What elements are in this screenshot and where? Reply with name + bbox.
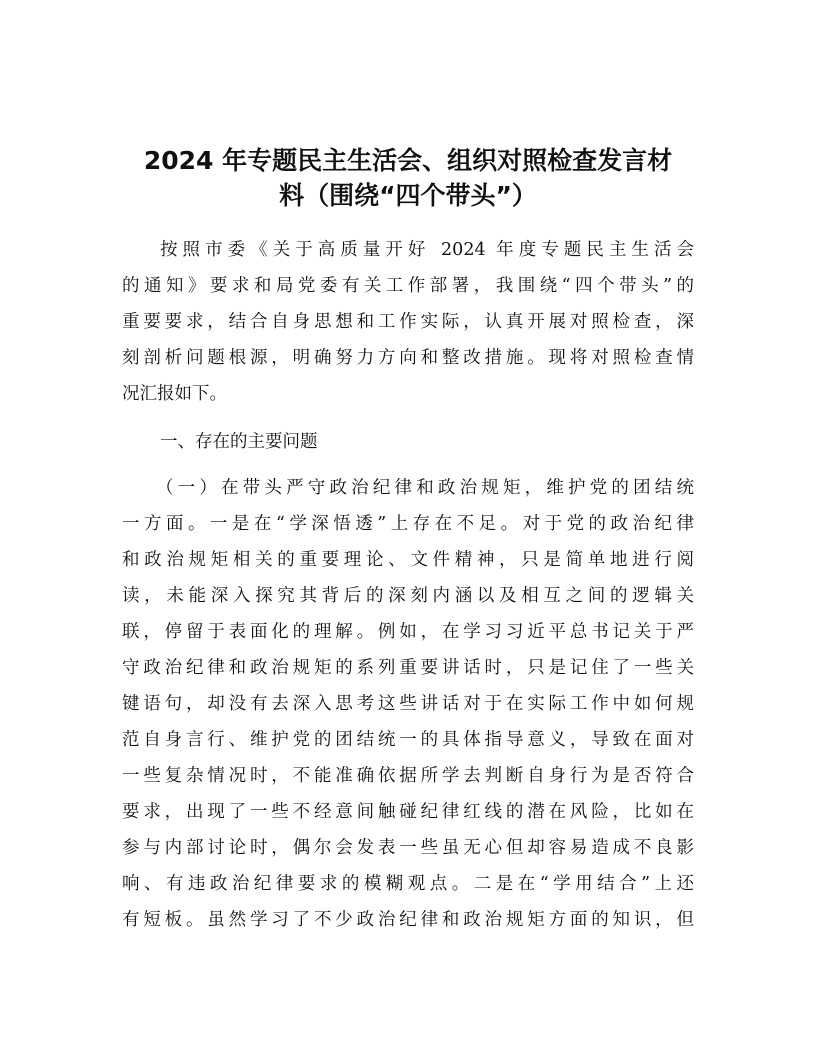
section-paragraph-line: 参与内部讨论时，偶尔会发表一些虽无心但却容易造成不良影	[122, 838, 694, 858]
section-paragraph-line: 联，停留于表面化的理解。例如，在学习习近平总书记关于严	[122, 622, 694, 642]
section-paragraph-line: 响、有违政治纪律要求的模糊观点。二是在“学用结合”上还	[122, 874, 694, 894]
section-paragraph-line: 要求，出现了一些不经意间触碰纪律红线的潜在风险，比如在	[122, 802, 694, 822]
section-paragraph-line: （一）在带头严守政治纪律和政治规矩，维护党的团结统	[156, 478, 694, 498]
intro-paragraph-line: 按照市委《关于高质量开好 2024 年度专题民主生活会	[160, 240, 694, 260]
section-heading: 一、存在的主要问题	[160, 432, 318, 452]
section-paragraph-line: 有短板。虽然学习了不少政治纪律和政治规矩方面的知识，但	[122, 910, 694, 930]
intro-paragraph-line: 刻剖析问题根源，明确努力方向和整改措施。现将对照检查情	[122, 348, 694, 368]
intro-paragraph-line: 重要要求，结合自身思想和工作实际，认真开展对照检查，深	[122, 312, 694, 332]
intro-paragraph-line: 的通知》要求和局党委有关工作部署，我围绕“四个带头”的	[122, 276, 694, 296]
intro-paragraph-line: 况汇报如下。	[122, 384, 227, 404]
section-paragraph-line: 读，未能深入探究其背后的深刻内涵以及相互之间的逻辑关	[122, 586, 694, 606]
section-paragraph-line: 一方面。一是在“学深悟透”上存在不足。对于党的政治纪律	[122, 514, 694, 534]
section-paragraph-line: 键语句，却没有去深入思考这些讲话对于在实际工作中如何规	[122, 694, 694, 714]
section-paragraph-line: 和政治规矩相关的重要理论、文件精神，只是简单地进行阅	[122, 550, 694, 570]
document-title-line-1: 2024 年专题民主生活会、组织对照检查发言材	[143, 146, 673, 175]
document-title-line-2: 料（围绕“四个带头”）	[279, 181, 537, 210]
section-paragraph-line: 范自身言行、维护党的团结统一的具体指导意义，导致在面对	[122, 730, 694, 750]
section-paragraph-line: 一些复杂情况时，不能准确依据所学去判断自身行为是否符合	[122, 766, 694, 786]
section-paragraph-line: 守政治纪律和政治规矩的系列重要讲话时，只是记住了一些关	[122, 658, 694, 678]
